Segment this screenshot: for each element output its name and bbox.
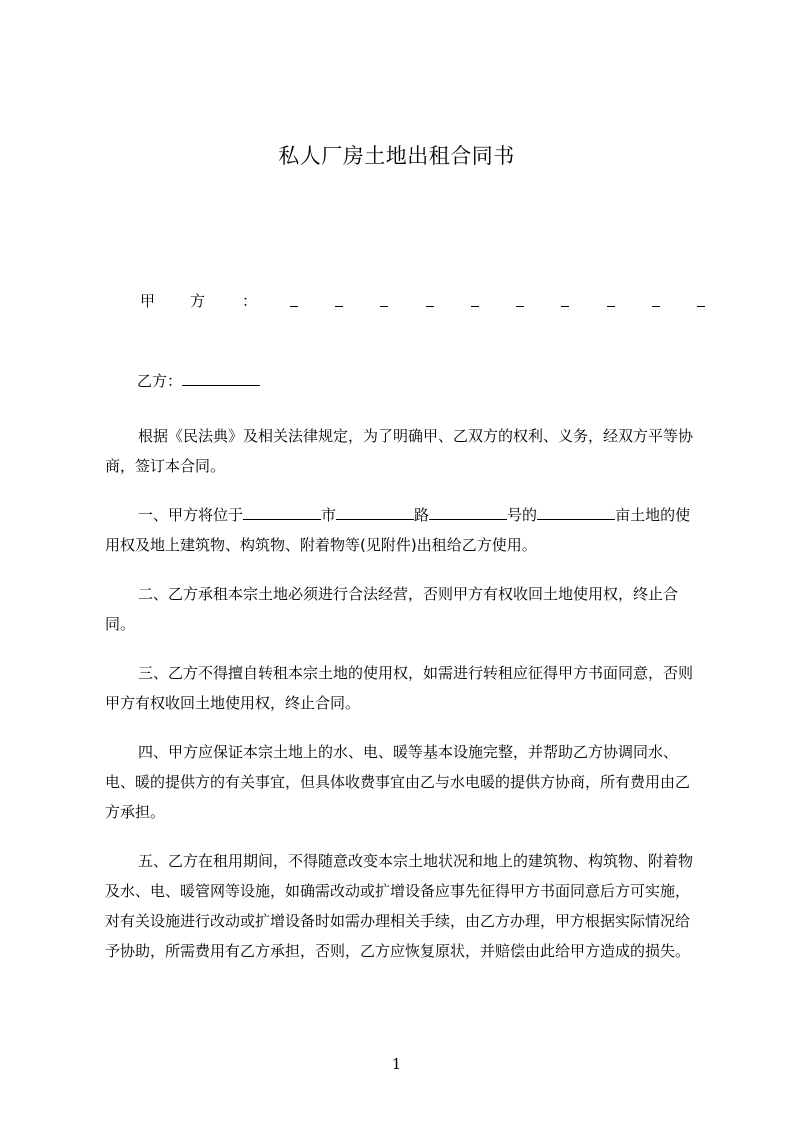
clause-1-text-a: 一、甲方将位于	[138, 506, 244, 524]
blank-dash	[335, 306, 343, 307]
blank-dash	[652, 306, 660, 307]
blank-dash	[516, 306, 524, 307]
party-a-label-char2: 方	[190, 292, 206, 310]
blank-dash	[561, 306, 569, 307]
page-number: 1	[391, 1055, 402, 1073]
clause-1-text-b: 市	[321, 506, 337, 524]
blank-dash	[380, 306, 388, 307]
area-blank	[537, 504, 615, 520]
clause-3-paragraph: 三、乙方不得擅自转租本宗土地的使用权，如需进行转租应征得甲方书面同意，否则甲方有权收回土地使用权，终止合同。	[105, 664, 694, 712]
blank-dash	[607, 306, 615, 307]
party-b-blank	[182, 370, 260, 386]
party-a-line	[140, 290, 705, 316]
blank-dash	[471, 306, 479, 307]
clause-1-text-c: 路	[414, 506, 430, 524]
clause-1-text-e: 亩土地的使用权及地上建筑物、构筑物、附着物等(见附件)出租给乙方使用。	[105, 506, 691, 554]
clause-1-paragraph	[105, 500, 703, 560]
party-a-blank	[290, 296, 705, 307]
number-blank	[429, 504, 507, 520]
clause-2-paragraph: 二、乙方承租本宗土地必须进行合法经营，否则甲方有权收回土地使用权，终止合同。	[105, 585, 679, 633]
party-a-colon: ：	[242, 292, 258, 310]
city-blank	[243, 504, 321, 520]
party-b-label: 乙方：	[137, 372, 183, 390]
party-b-line	[137, 370, 260, 392]
party-a-label-char1: 甲	[140, 292, 156, 310]
clause-4-paragraph: 四、甲方应保证本宗土地上的水、电、暖等基本设施完整，并帮助乙方协调同水、电、暖的提供方的有关事宜，但具体收费事宜由乙与水电暖的提供方协商，所有费用由乙方承担。	[105, 743, 691, 821]
road-blank	[336, 504, 414, 520]
intro-paragraph: 根据《民法典》及相关法律规定，为了明确甲、乙双方的权利、义务，经双方平等协商，签订本合同。	[105, 427, 694, 475]
clause-1-text-d: 号的	[507, 506, 538, 524]
blank-dash	[697, 306, 705, 307]
clause-5-paragraph: 五、乙方在租用期间，不得随意改变本宗土地状况和地上的建筑物、构筑物、附着物及水、电、暖管网等设施，如确需改动或扩增设备应事先征得甲方书面同意后方可实施，对有关设施进行改动或扩增设备时如需办理相关手续，由乙方办理，甲方根据实际情况给予协助，所需费用有乙方承担，否则，乙方应恢复原状，并赔偿由此给甲方造成的损失。	[105, 852, 694, 960]
blank-dash	[426, 306, 434, 307]
document-title: 私人厂房土地出租合同书	[278, 144, 515, 168]
blank-dash	[290, 306, 298, 307]
